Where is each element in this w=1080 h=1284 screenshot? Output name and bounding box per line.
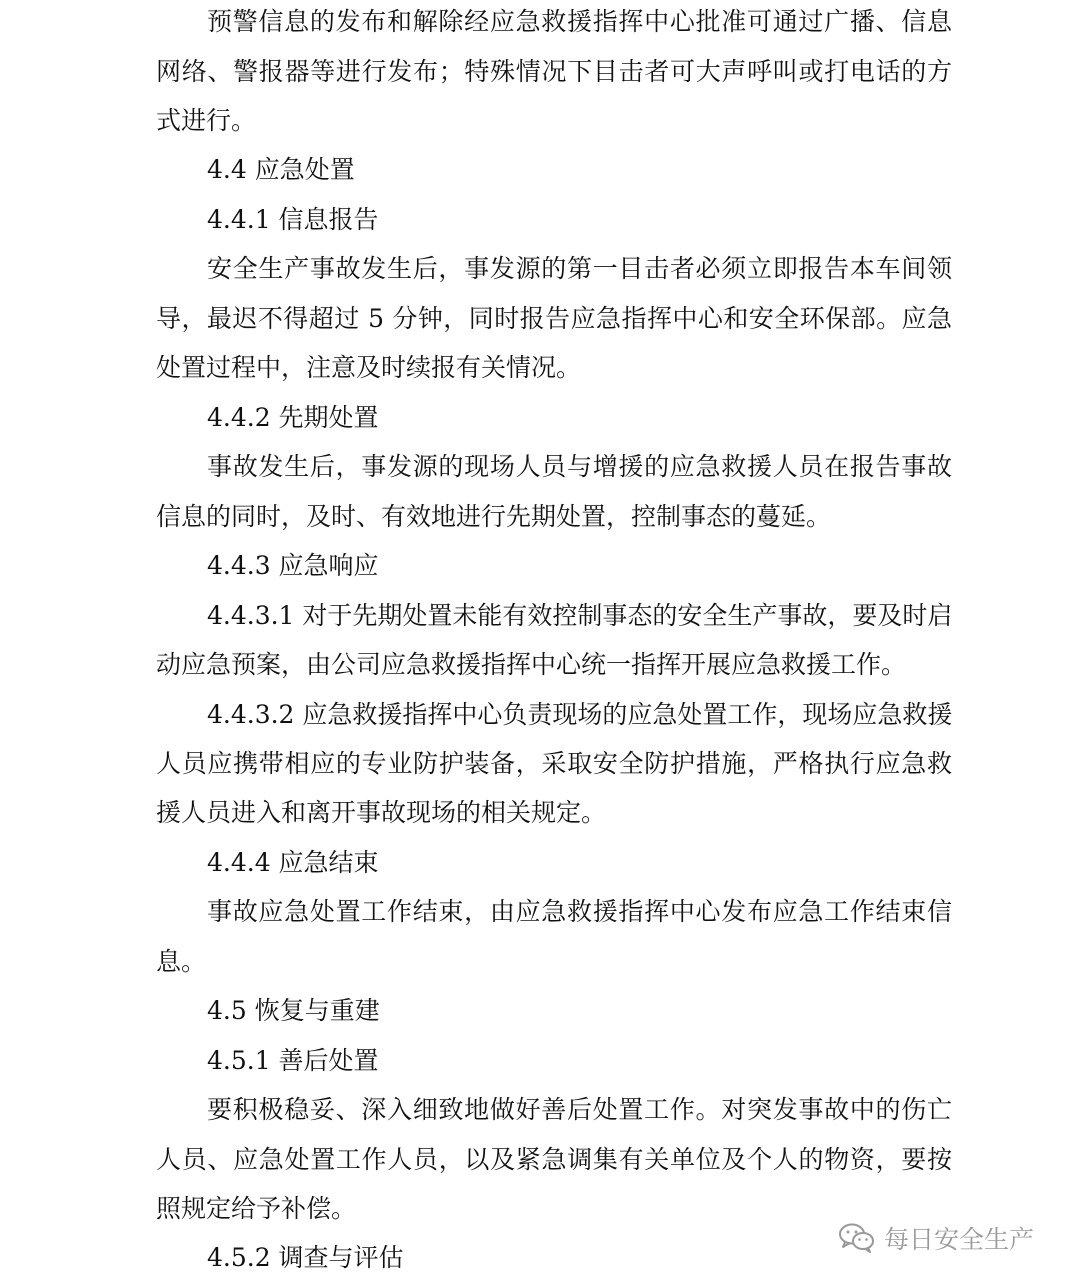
section-heading: 4.5 恢复与重建	[207, 996, 380, 1025]
paragraph-line: 事故应急处置工作结束，由应急救援指挥中心发布应急工作结束信	[207, 897, 952, 926]
paragraph-line: 导，最迟不得超过 5 分钟，同时报告应急指挥中心和安全环保部。应急	[156, 304, 952, 333]
paragraph-line: 要积极稳妥、深入细致地做好善后处置工作。对突发事故中的伤亡	[207, 1095, 952, 1124]
paragraph-line: 4.4.3.1 对于先期处置未能有效控制事态的安全生产事故，要及时启	[207, 601, 953, 630]
subsection-heading: 4.4.4 应急结束	[207, 848, 379, 877]
paragraph-line: 援人员进入和离开事故现场的相关规定。	[156, 798, 607, 827]
paragraph-line: 处置过程中，注意及时续报有关情况。	[156, 353, 582, 382]
subsection-heading: 4.5.2 调查与评估	[207, 1243, 404, 1272]
subsection-heading: 4.4.3 应急响应	[207, 551, 379, 580]
paragraph-line: 动应急预案，由公司应急救援指挥中心统一指挥开展应急救援工作。	[156, 650, 907, 679]
section-heading: 4.4 应急处置	[207, 155, 355, 184]
paragraph-line: 照规定给予补偿。	[156, 1194, 357, 1223]
paragraph-line: 人员、应急处置工作人员，以及紧急调集有关单位及个人的物资，要按	[156, 1145, 952, 1174]
paragraph-line: 预警信息的发布和解除经应急救援指挥中心批准可通过广播、信息	[207, 7, 952, 36]
paragraph-line: 人员应携带相应的专业防护装备，采取安全防护措施，严格执行应急救	[156, 749, 952, 778]
subsection-heading: 4.4.1 信息报告	[207, 205, 379, 234]
subsection-heading: 4.4.2 先期处置	[207, 403, 379, 432]
paragraph-line: 事故发生后，事发源的现场人员与增援的应急救援人员在报告事故	[207, 452, 952, 481]
paragraph-line: 式进行。	[156, 106, 257, 135]
watermark-text: 每日安全生产	[884, 1225, 1035, 1254]
paragraph-line: 息。	[156, 947, 207, 976]
paragraph-line: 4.4.3.2 应急救援指挥中心负责现场的应急处置工作，现场应急救援	[207, 700, 953, 729]
subsection-heading: 4.5.1 善后处置	[207, 1046, 379, 1075]
watermark	[838, 1218, 1034, 1258]
paragraph-line: 信息的同时，及时、有效地进行先期处置，控制事态的蔓延。	[156, 502, 832, 531]
paragraph-line: 网络、警报器等进行发布；特殊情况下目击者可大声呼叫或打电话的方	[156, 57, 952, 86]
paragraph-line: 安全生产事故发生后，事发源的第一目击者必须立即报告本车间领	[207, 254, 952, 283]
wechat-icon	[838, 1222, 876, 1254]
